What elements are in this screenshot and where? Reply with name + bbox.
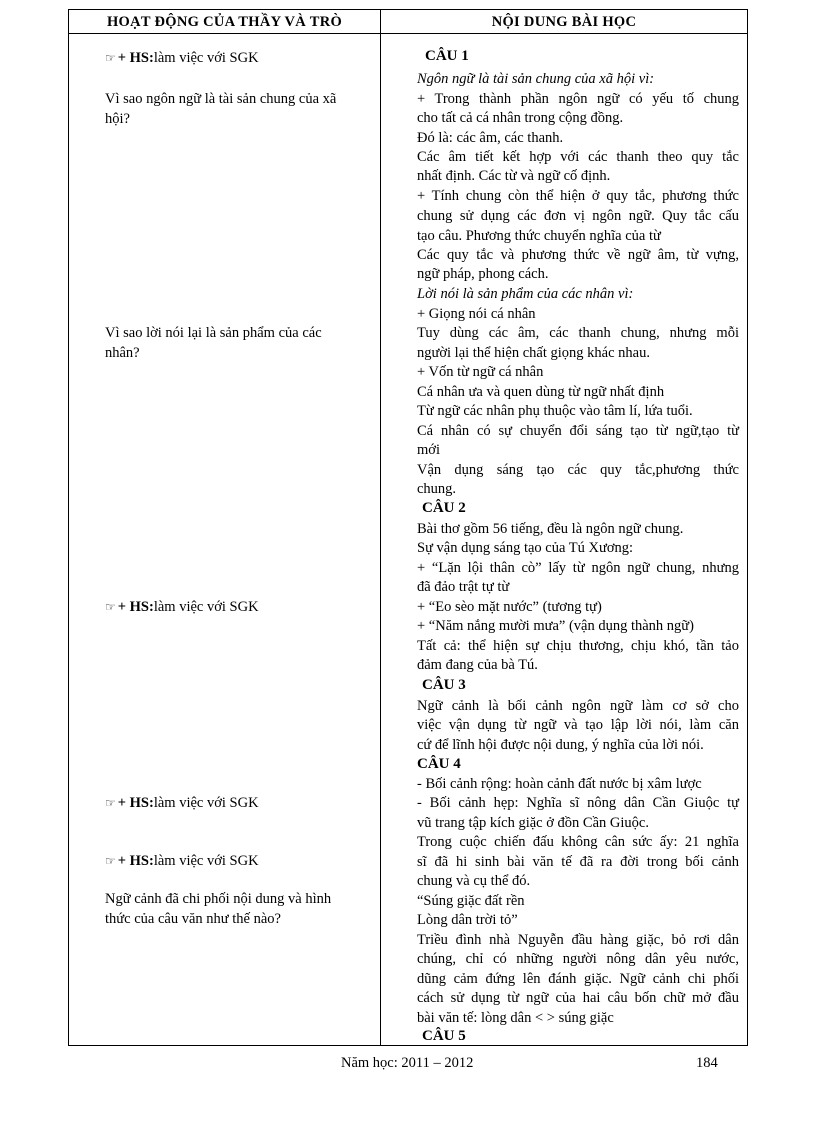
content-line: Tuy dùng các âm, các thanh chung, nhưng mỗi: [417, 325, 739, 341]
content-line: đảm đang của bà Tú.: [417, 657, 538, 673]
content-line: + Giọng nói cá nhân: [417, 306, 536, 322]
content-line: + “Eo sèo mặt nước” (tương tự): [417, 599, 602, 615]
content-line: tạo câu. Phương thức chuyển nghĩa của từ: [417, 228, 661, 244]
content-line: sĩ đã hi sinh bài văn tế đã ra đời trong bối cảnh: [417, 854, 739, 870]
content-line: Ngữ cảnh là bối cảnh ngôn ngữ làm cơ sở cho: [417, 698, 739, 714]
column-divider: [380, 10, 381, 1045]
footer-school-year: Năm học: 2011 – 2012: [341, 1055, 474, 1071]
content-line: Từ ngữ các nhân phụ thuộc vào tâm lí, lứa tuổi.: [417, 403, 693, 419]
content-line: Trong cuộc chiến đấu không cân sức ấy: 21 nghĩa: [417, 834, 739, 850]
question-2-line2: nhân?: [105, 345, 140, 361]
content-line: + “Lặn lội thân cò” lấy từ ngôn ngữ chung, nhưng: [417, 560, 739, 576]
question-2-line1: Vì sao lời nói lại là sản phẩm của các: [105, 325, 322, 341]
content-line: Các quy tắc và phương thức về ngữ âm, từ vựng,: [417, 247, 739, 263]
content-line: người lại thể hiện chất giọng khác nhau.: [417, 345, 650, 361]
content-line: Tất cả: thể hiện sự chịu thương, chịu khó, tần tảo: [417, 638, 739, 654]
content-line: việc vận dụng từ ngữ và tạo lập lời nói, làm căn: [417, 717, 739, 733]
section-heading-cau-1: CÂU 1: [425, 48, 469, 64]
task-item: ☞ + HS:làm việc với SGK: [105, 795, 259, 811]
content-line: bài văn tế: lòng dân < > súng giặc: [417, 1010, 614, 1026]
content-line: + Vốn từ ngữ cá nhân: [417, 364, 544, 380]
content-line: vũ trang tập kích giặc ở đồn Cần Giuộc.: [417, 815, 649, 831]
content-line: + Tính chung còn thể hiện ở quy tắc, phương thức: [417, 188, 739, 204]
content-line: “Súng giặc đất rền: [417, 893, 525, 909]
content-line: cách sử dụng từ ngữ của hai câu bốn chữ mở đầu: [417, 990, 739, 1006]
content-line: Ngôn ngữ là tài sản chung của xã hội vì:: [417, 71, 655, 87]
task-item: ☞ + HS:làm việc với SGK: [105, 853, 259, 869]
pointing-hand-icon: ☞: [105, 796, 116, 810]
content-line: Bài thơ gồm 56 tiếng, đều là ngôn ngữ chung.: [417, 521, 684, 537]
pointing-hand-icon: ☞: [105, 51, 116, 65]
content-line: cho tất cả cá nhân trong cộng đồng.: [417, 110, 624, 126]
header-teacher-student: HOẠT ĐỘNG CỦA THẦY VÀ TRÒ: [106, 14, 343, 30]
question-3-line2: thức của câu văn như thế nào?: [105, 911, 281, 927]
question-3-line1: Ngữ cảnh đã chi phối nội dung và hình: [105, 891, 332, 907]
content-line: Các âm tiết kết hợp với các thanh theo quy tắc: [417, 149, 739, 165]
question-1-line2: hội?: [105, 111, 130, 127]
content-line: Lời nói là sản phẩm của các nhân vì:: [417, 286, 634, 302]
content-line: đã đảo trật tự từ: [417, 579, 510, 595]
section-heading-cau-4: CÂU 4: [417, 756, 461, 772]
content-line: + Trong thành phần ngôn ngữ có yếu tố chung: [417, 91, 739, 107]
section-heading-cau-2: CÂU 2: [422, 500, 466, 516]
content-line: chung sử dụng các đơn vị ngôn ngữ. Quy tắc cấu: [417, 208, 739, 224]
content-line: mới: [417, 442, 440, 458]
content-line: Cá nhân có sự chuyển đổi sáng tạo từ ngữ,tạo từ: [417, 423, 739, 439]
content-line: ngữ pháp, phong cách.: [417, 266, 549, 282]
content-line: cứ để lĩnh hội được nội dung, ý nghĩa của lời nói.: [417, 737, 704, 753]
content-line: nhất định. Các từ và ngữ cố định.: [417, 168, 611, 184]
content-line: - Bối cảnh rộng: hoàn cảnh đất nước bị xâm lược: [417, 776, 702, 792]
header-divider: [69, 33, 747, 34]
content-line: Cá nhân ưa và quen dùng từ ngữ nhất định: [417, 384, 665, 400]
content-line: Lòng dân trời tỏ”: [417, 912, 518, 928]
header-lesson-content: NỘI DUNG BÀI HỌC: [491, 14, 637, 30]
content-line: Triều đình nhà Nguyễn đầu hàng giặc, bỏ rơi dân: [417, 932, 739, 948]
content-line: Đó là: các âm, các thanh.: [417, 130, 564, 146]
content-line: chung.: [417, 481, 457, 497]
section-heading-cau-5: CÂU 5: [422, 1028, 466, 1044]
content-line: Sự vận dụng sáng tạo của Tú Xương:: [417, 540, 634, 556]
question-1-line1: Vì sao ngôn ngữ là tài sản chung của xã: [105, 91, 337, 107]
content-line: + “Năm nắng mười mưa” (vận dụng thành ngữ): [417, 618, 694, 634]
content-line: Vận dụng sáng tạo các quy tắc,phương thức: [417, 462, 739, 478]
content-line: chúng, chỉ có những người nông dân yêu nước,: [417, 951, 739, 967]
pointing-hand-icon: ☞: [105, 600, 116, 614]
content-line: dũng cảm đứng lên đánh giặc. Ngữ cảnh chi phối: [417, 971, 739, 987]
content-line: chung và cụ thể đó.: [417, 873, 531, 889]
content-line: - Bối cảnh hẹp: Nghĩa sĩ nông dân Cần Giuộc tự: [417, 795, 739, 811]
task-item: ☞ + HS:làm việc với SGK: [105, 599, 259, 615]
section-heading-cau-3: CÂU 3: [422, 677, 466, 693]
page-number: 184: [696, 1055, 718, 1071]
pointing-hand-icon: ☞: [105, 854, 116, 868]
task-item: ☞ + HS:làm việc với SGK: [105, 50, 259, 66]
